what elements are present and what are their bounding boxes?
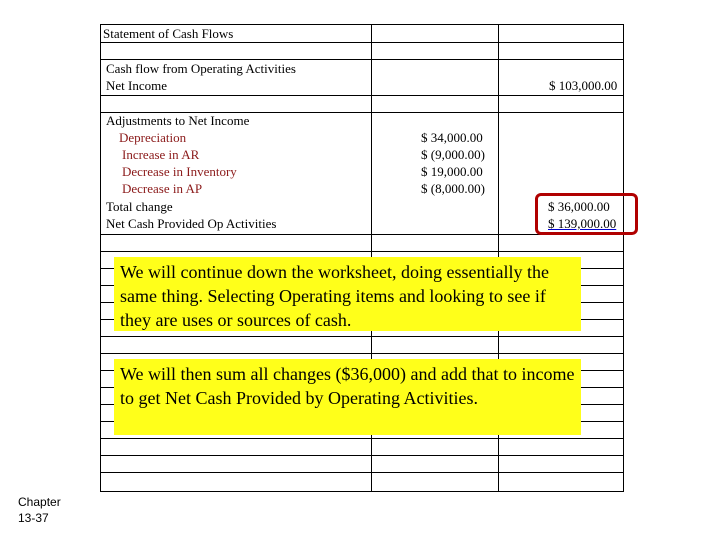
adjustment-label-ar: Increase in AR bbox=[122, 147, 200, 162]
net-income-label: Net Income bbox=[106, 78, 168, 93]
chapter-label: Chapter bbox=[18, 495, 61, 509]
explanation-callout-2: We will then sum all changes ($36,000) and add that to income to get Net Cash Provided by Operating Activities. bbox=[114, 359, 581, 435]
sheet-title: Statement of Cash Flows bbox=[103, 26, 234, 41]
page-number: 13-37 bbox=[18, 511, 49, 525]
row-divider bbox=[101, 251, 623, 252]
adjustment-label-depreciation: Depreciation bbox=[119, 130, 187, 145]
adjustment-value-inventory: $ 19,000.00 bbox=[421, 164, 483, 179]
total-change-value: $ 36,000.00 bbox=[548, 199, 610, 214]
adjustment-value-ar: $ (9,000.00) bbox=[421, 147, 485, 162]
chapter-footer bbox=[18, 494, 61, 526]
row-divider bbox=[101, 42, 623, 43]
adjustment-value-depreciation: $ 34,000.00 bbox=[421, 130, 483, 145]
row-divider bbox=[101, 353, 623, 354]
adjustment-value-ap: $ (8,000.00) bbox=[421, 181, 485, 196]
net-cash-label: Net Cash Provided Op Activities bbox=[106, 216, 277, 231]
net-income-value: $ 103,000.00 bbox=[549, 78, 618, 93]
total-change-label: Total change bbox=[106, 199, 173, 214]
row-divider bbox=[101, 95, 623, 96]
section-heading: Cash flow from Operating Activities bbox=[106, 61, 296, 76]
row-divider bbox=[101, 438, 623, 439]
row-divider bbox=[101, 472, 623, 473]
adjustment-label-ap: Decrease in AP bbox=[122, 181, 203, 196]
explanation-callout-1: We will continue down the worksheet, doing essentially the same thing. Selecting Operating items and looking to see if they are uses or sources of cash. bbox=[114, 257, 581, 331]
net-cash-value: $ 139,000.00 bbox=[548, 216, 617, 231]
totals-highlight-box bbox=[535, 193, 638, 235]
adjustment-label-inventory: Decrease in Inventory bbox=[122, 164, 237, 179]
row-divider bbox=[101, 455, 623, 456]
row-divider bbox=[101, 336, 623, 337]
adjustments-label: Adjustments to Net Income bbox=[106, 113, 250, 128]
